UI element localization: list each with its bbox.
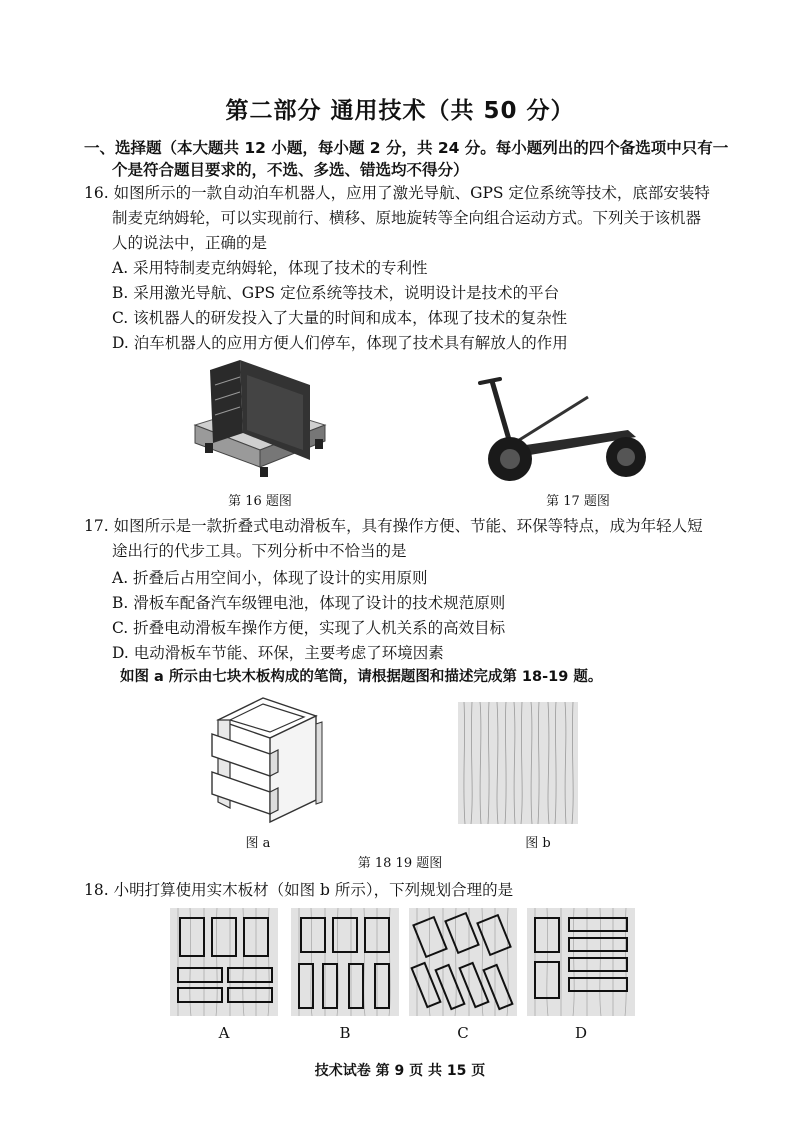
q18-label-b: B [339, 1024, 351, 1042]
scooter-image [478, 375, 653, 487]
q18-option-b-image [291, 908, 399, 1016]
q16-option-d: D. 泊车机器人的应用方便人们停车，体现了技术具有解放人的作用 [112, 334, 568, 352]
q17-figure-caption: 第 17 题图 [546, 494, 610, 509]
q18-option-a-image [170, 908, 278, 1016]
q18-label-c: C [457, 1024, 469, 1042]
fig-a-caption: 图 a [245, 836, 271, 851]
q17-stem-line1: 17. 如图所示是一款折叠式电动滑板车，具有操作方便、节能、环保等特点，成为年轻人短 [84, 517, 703, 535]
section-heading-line1: 一、选择题（本大题共 12 小题，每小题 2 分，共 24 分。每小题列出的四个备选项中只有一 [84, 139, 729, 157]
q17-option-b: B. 滑板车配备汽车级锂电池，体现了设计的技术规范原则 [112, 594, 506, 612]
q17-option-c: C. 折叠电动滑板车操作方便，实现了人机关系的高效目标 [112, 619, 506, 637]
q18-label-d: D [574, 1024, 588, 1042]
q17-option-d: D. 电动滑板车节能、环保，主要考虑了环境因素 [112, 644, 444, 662]
q16-stem-line3: 人的说法中，正确的是 [112, 234, 268, 252]
intro-18-19: 如图 a 所示由七块木板构成的笔筒，请根据题图和描述完成第 18-19 题。 [120, 669, 603, 685]
fig-b-caption: 图 b [525, 836, 551, 851]
q18-label-a: A [218, 1024, 230, 1042]
q16-figure-caption: 第 16 题图 [228, 494, 292, 509]
q16-stem-line2: 制麦克纳姆轮，可以实现前行、横移、原地旋转等全向组合运动方式。下列关于该机器 [112, 209, 702, 227]
q16-stem-line1: 16. 如图所示的一款自动泊车机器人，应用了激光导航、GPS 定位系统等技术，底部安装特 [84, 184, 710, 202]
q16-option-a: A. 采用特制麦克纳姆轮，体现了技术的专利性 [112, 259, 428, 277]
q16-option-c: C. 该机器人的研发投入了大量的时间和成本，体现了技术的复杂性 [112, 309, 568, 327]
q17-option-a: A. 折叠后占用空间小，体现了设计的实用原则 [112, 569, 428, 587]
page-footer: 技术试卷 第 9 页 共 15 页 [314, 1063, 486, 1079]
q16-option-b: B. 采用激光导航、GPS 定位系统等技术，说明设计是技术的平台 [112, 284, 560, 302]
pen-holder-image [208, 690, 328, 825]
q18-option-d-image [527, 908, 635, 1016]
parking-robot-image [185, 355, 335, 485]
fig-18-19-caption: 第 18 19 题图 [357, 856, 443, 871]
q17-stem-line2: 途出行的代步工具。下列分析中不恰当的是 [112, 542, 407, 560]
page-title: 第二部分 通用技术（共 50 分） [225, 98, 575, 124]
q18-option-c-image [409, 908, 517, 1016]
wood-board-image [458, 702, 578, 824]
q18-stem: 18. 小明打算使用实木板材（如图 b 所示），下列规划合理的是 [84, 881, 514, 899]
section-heading-line2: 个是符合题目要求的，不选、多选、错选均不得分） [112, 161, 469, 179]
